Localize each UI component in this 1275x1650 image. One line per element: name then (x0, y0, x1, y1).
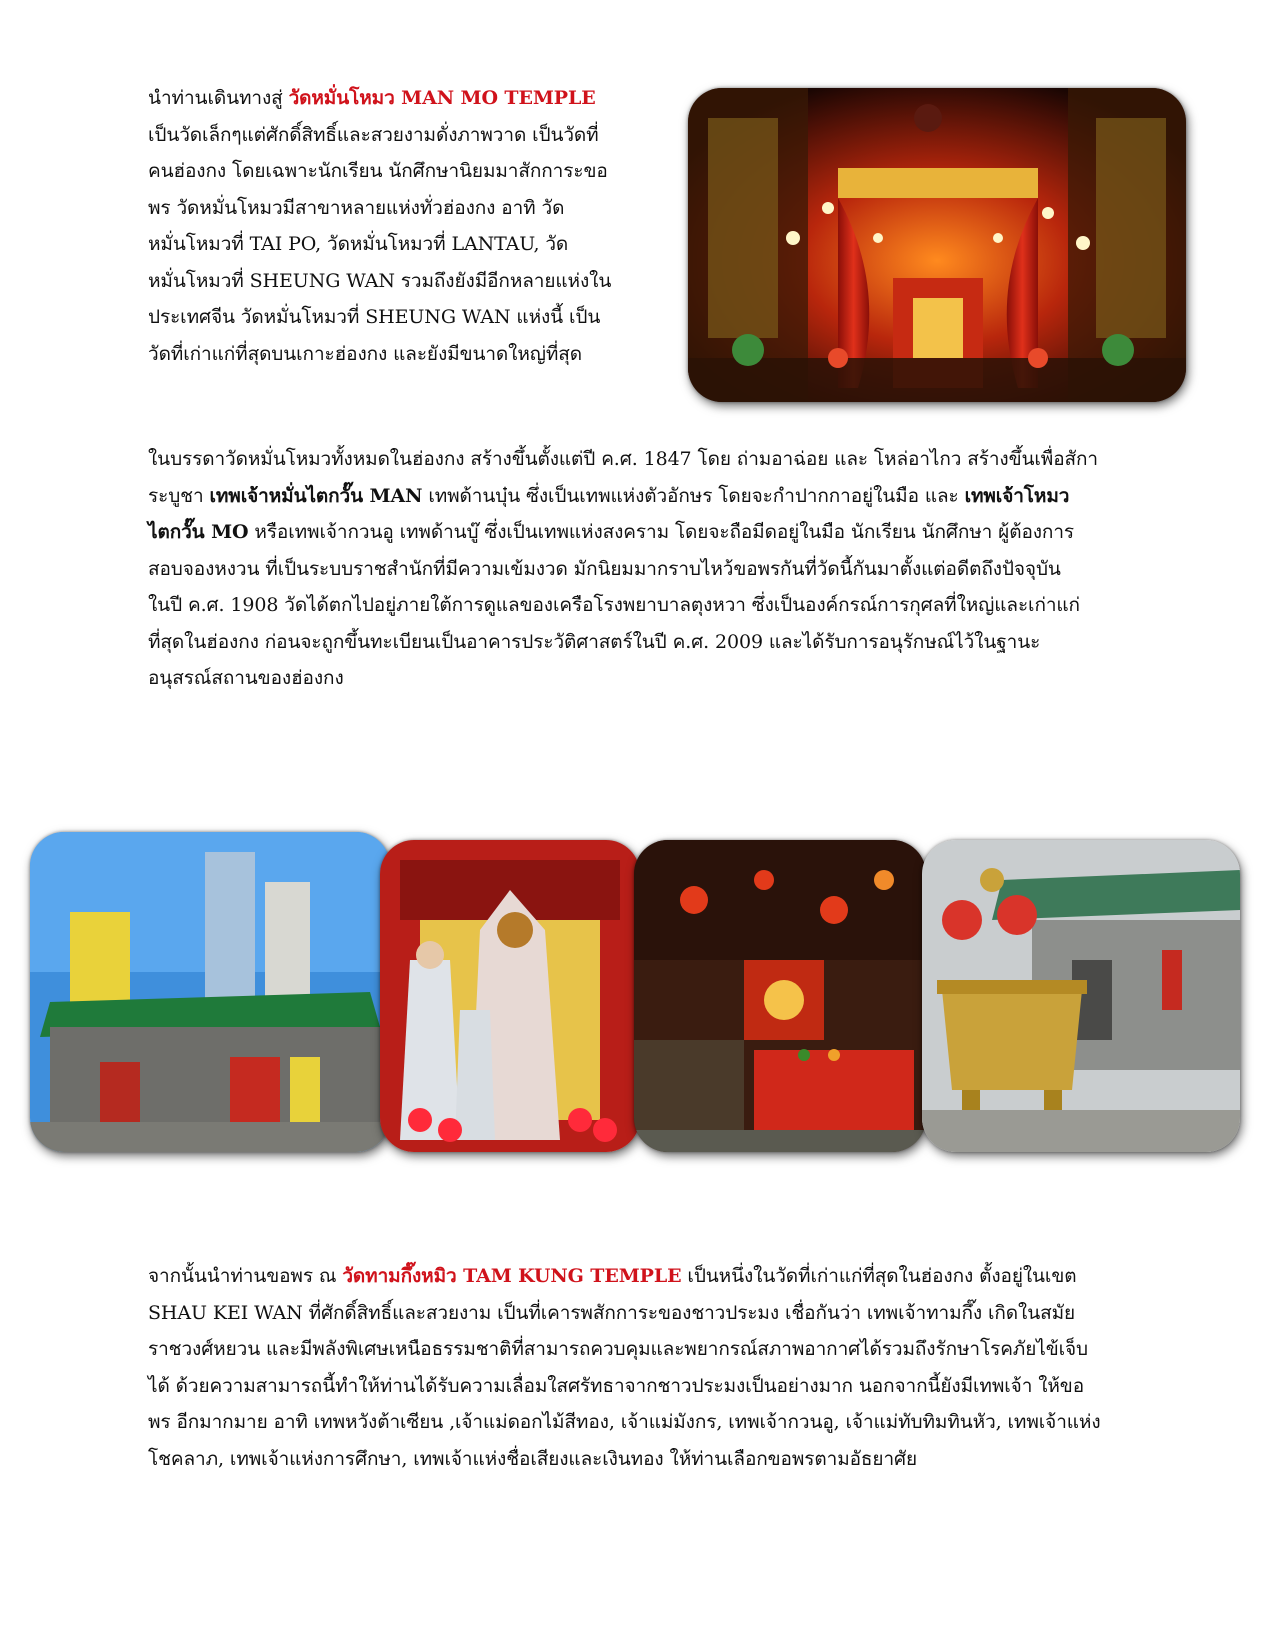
man-mo-history-paragraph (148, 441, 1158, 697)
text-line: ในบรรดาวัดหมั่นโหมวทั้งหมดในฮ่องกง สร้างขึ้นตั้งแต่ปี ค.ศ. 1847 โดย ถ่ามอาฉ่อย และ โหล่อาไกว สร้างขึ้นเพื่อสักา (148, 448, 1098, 470)
text-line: ราชวงศ์หยวน และมีพลังพิเศษเหนือธรรมชาติที่สามารถควบคุมและพยากรณ์สภาพอากาศได้รวมถึงรักษาโรคภัยไข้เจ็บ (148, 1338, 1088, 1360)
text-line: สอบจองหงวน ที่เป็นระบบราชสำนักที่มีความเข้มงวด มักนิยมมากราบไหว้ขอพรกันที่วัดนี้กันมาตั้งแต่อดีตถึงปัจจุบัน (148, 557, 1061, 580)
tam-kung-paragraph (148, 1258, 1188, 1477)
incense-burner-photo (922, 840, 1240, 1152)
text-line: นำท่านเดินทางสู่ วัดหมั่นโหมว MAN MO TEMPLE (148, 87, 596, 109)
man-deity-bold: เทพเจ้าหมั่นไตกวั๊น MAN (209, 484, 423, 507)
text-line: อนุสรณ์สถานของฮ่องกง (148, 667, 344, 689)
man-mo-intro-paragraph (148, 80, 663, 372)
text-line: ที่สุดในฮ่องกง ก่อนจะถูกขึ้นทะเบียนเป็นอาคารประวัติศาสตร์ในปี ค.ศ. 2009 และได้รับการอนุรักษณ์ไว้ในฐานะ (148, 630, 1041, 653)
text-line: ระบูชา เทพเจ้าหมั่นไตกวั๊น MAN เทพด้านบุ๋น ซึ่งเป็นเทพแห่งตัวอักษร โดยจะกำปากกาอยู่ในมือ และ เทพเจ้าโหมว (148, 484, 1070, 507)
mo-deity-bold-cont: ไตกวั๊น MO (148, 521, 249, 543)
deity-statues-photo (380, 840, 640, 1152)
text-line: วัดที่เก่าแก่ที่สุดบนเกาะฮ่องกง และยังมีขนาดใหญ่ที่สุด (148, 342, 583, 365)
text-line: เป็นวัดเล็กๆแต่ศักดิ์สิทธิ์และสวยงามดั่งภาพวาด เป็นวัดที่ (148, 123, 599, 146)
text-line: พร วัดหมั่นโหมวมีสาขาหลายแห่งทั่วฮ่องกง อาทิ วัด (148, 196, 565, 219)
text-line: ได้ ด้วยความสามารถนี้ทำให้ท่านได้รับความเลื่อมใสศรัทธาจากชาวประมงเป็นอย่างมาก นอกจากนี้ยังมีเทพเจ้า ให้ขอ (148, 1374, 1085, 1397)
text-line: จากนั้นนำท่านขอพร ณ วัดทามกึ๊งหมิว TAM KUNG TEMPLE เป็นหนึ่งในวัดที่เก่าแก่ที่สุดในฮ่องกง ตั้งอยู่ในเขต (148, 1265, 1077, 1287)
temple-interior-photo (634, 840, 926, 1152)
text-line: ประเทศจีน วัดหมั่นโหมวที่ SHEUNG WAN แห่งนี้ เป็น (148, 306, 601, 328)
text-line: ไตกวั๊น MO หรือเทพเจ้ากวนอู เทพด้านบู๊ ซึ่งเป็นเทพแห่งสงคราม โดยจะถือมีดอยู่ในมือ นักเรียน นักศึกษา ผู้ต้องการ (148, 521, 1075, 543)
mo-deity-bold: เทพเจ้าโหมว (964, 484, 1070, 507)
tam-kung-temple-highlight: วัดทามกึ๊งหมิว TAM KUNG TEMPLE (342, 1265, 682, 1287)
man-mo-altar-photo (688, 88, 1186, 402)
text-line: หมั่นโหมวที่ SHEUNG WAN รวมถึงยังมีอีกหลายแห่งใน (148, 269, 612, 292)
text-line: พร อีกมากมาย อาทิ เทพหวังต้าเซียน ,เจ้าแม่ดอกไม้สีทอง, เจ้าแม่มังกร, เทพเจ้ากวนอู, เจ้าแม่ทับทิมทินหัว, เทพเจ้าแห่ง (148, 1411, 1101, 1433)
text-line: ในปี ค.ศ. 1908 วัดได้ตกไปอยู่ภายใต้การดูแลของเครือโรงพยาบาลตุงหวา ซึ่งเป็นองค์กรณ์การกุศลที่ใหญ่และเก่าแก่ (148, 594, 1080, 616)
text-line: โชคลาภ, เทพเจ้าแห่งการศึกษา, เทพเจ้าแห่งชื่อเสียงและเงินทอง ให้ท่านเลือกขอพรตามอัธยาศัย (148, 1447, 918, 1470)
tam-kung-exterior-photo (30, 832, 390, 1152)
text-line: หมั่นโหมวที่ TAI PO, วัดหมั่นโหมวที่ LANTAU, วัด (148, 233, 569, 255)
man-mo-temple-highlight: วัดหมั่นโหมว MAN MO TEMPLE (288, 87, 596, 109)
text-line: SHAU KEI WAN ที่ศักดิ์สิทธิ์และสวยงาม เป็นที่เคารพสักการะของชาวประมง เชื่อกันว่า เทพเจ้าทามกึ๊ง เกิดในสมัย (148, 1301, 1076, 1324)
text-line: คนฮ่องกง โดยเฉพาะนักเรียน นักศึกษานิยมมาสักการะขอ (148, 160, 608, 182)
